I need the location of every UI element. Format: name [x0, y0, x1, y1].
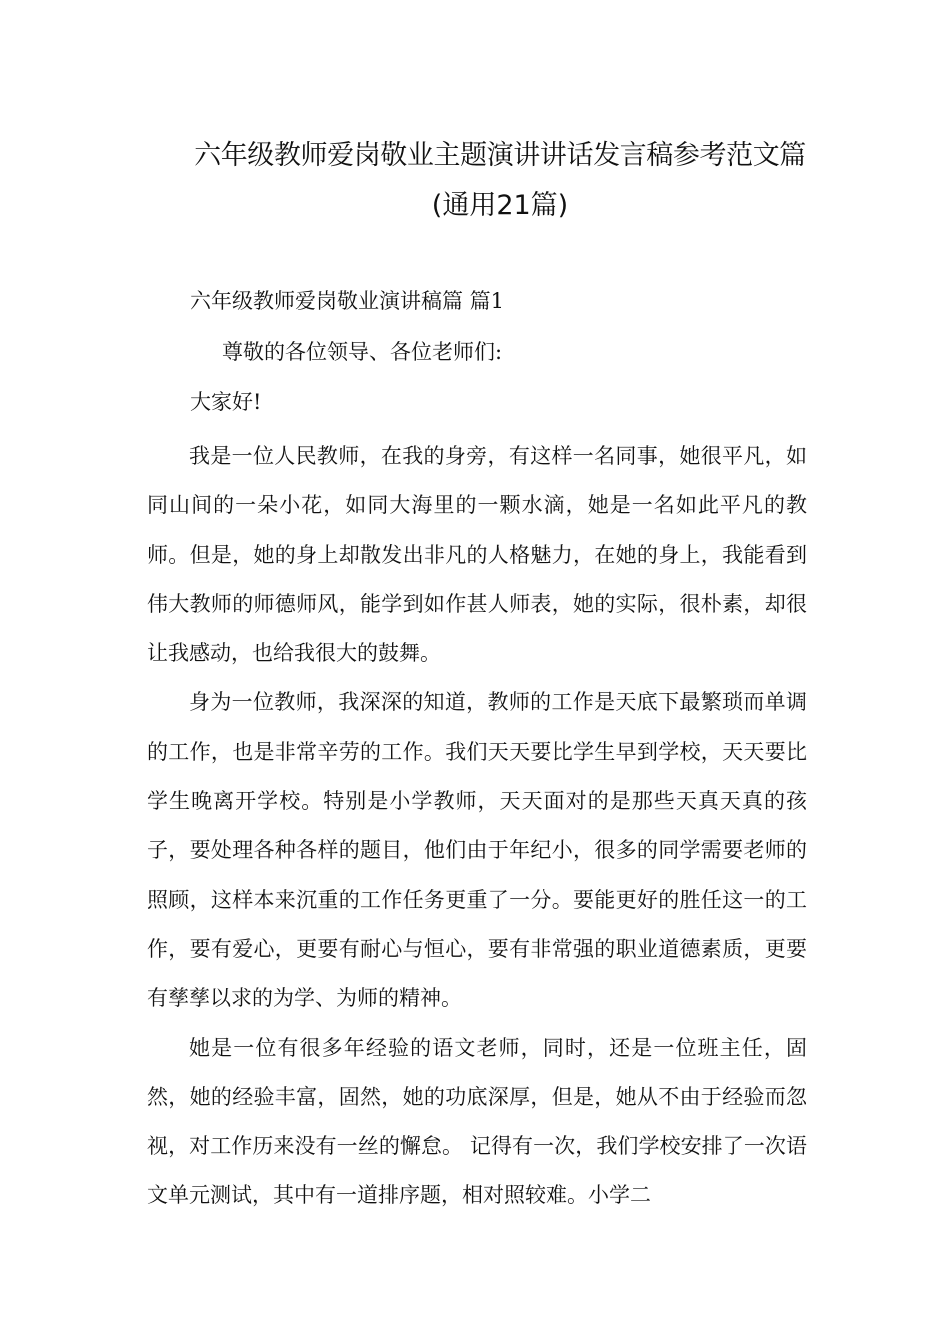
salutation: 尊敬的各位领导、各位老师们:: [222, 340, 503, 364]
section-heading: 六年级教师爱岗敬业演讲稿篇 篇1: [190, 289, 505, 313]
greeting: 大家好!: [190, 390, 262, 414]
paragraph: 我是一位人民教师，在我的身旁，有这样一名同事，她很平凡，如同山间的一朵小花，如同大海里的一颗水滴，她是一名如此平凡的教师。但是，她的身上却散发出非凡的人格魅力，在她的身上，我能看到伟大教师的师德师风，能学到如作甚人师表，她的实际，很朴素，却很让我感动，也给我很大的鼓舞。: [147, 444, 807, 666]
document-title: 六年级教师爱岗敬业主题演讲讲话发言稿参考范文篇: [194, 140, 806, 171]
paragraph: 身为一位教师，我深深的知道，教师的工作是天底下最繁琐而单调的工作，也是非常辛劳的工作。我们天天要比学生早到学校，天天要比学生晚离开学校。特别是小学教师，天天面对的是那些天真天真的孩子，要处理各种各样的题目，他们由于年纪小，很多的同学需要老师的照顾，这样本来沉重的工作任务更重了一分。要能更好的胜任这一的工作，要有爱心，更要有耐心与恒心，要有非常强的职业道德素质，更要有孳孳以求的为学、为师的精神。: [147, 690, 807, 1011]
paragraph: 她是一位有很多年经验的语文老师，同时，还是一位班主任，固然，她的经验丰富，固然，她的功底深厚，但是，她从不由于经验而忽视，对工作历来没有一丝的懈怠。 记得有一次，我们学校安排了一次语文单元测试，其中有一道排序题，相对照较难。小学二: [147, 1035, 807, 1208]
body-text: [147, 432, 807, 1221]
document-subtitle: (通用21篇): [431, 190, 569, 221]
